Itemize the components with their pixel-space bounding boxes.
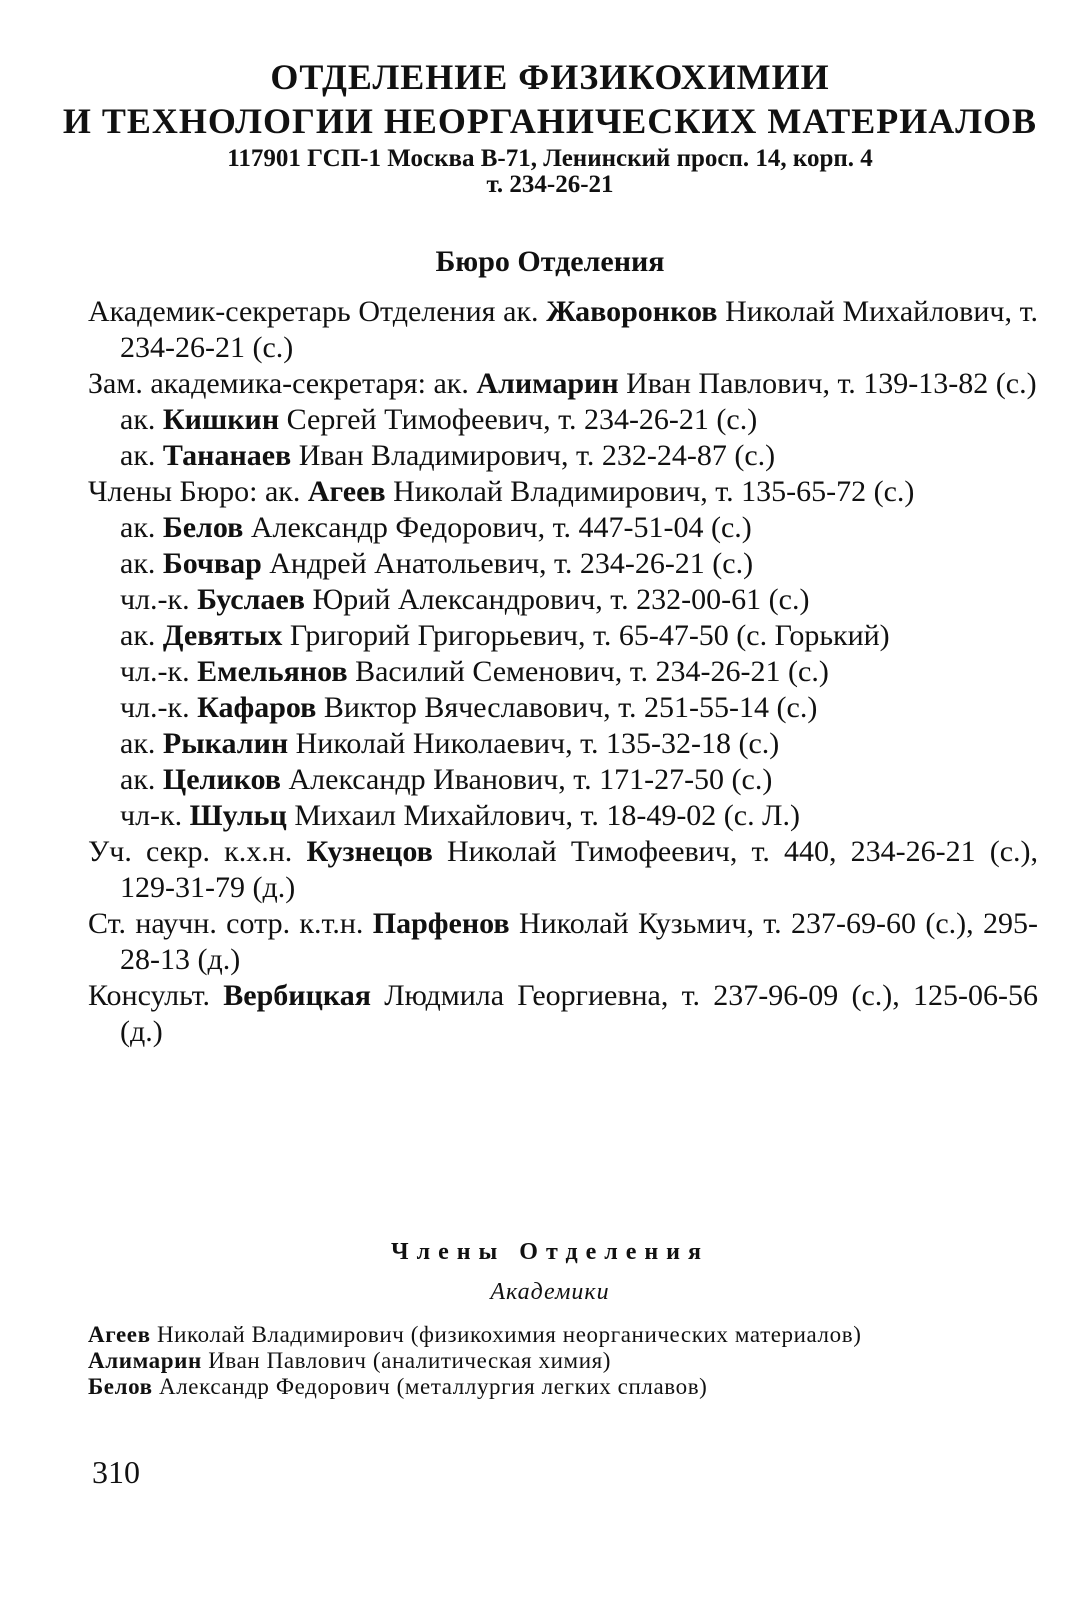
entry-surname: Алимарин [476,367,619,400]
entry-details: Александр Иванович, т. 171-27-50 (с.) [281,763,773,796]
bureau-entry [88,798,1038,834]
entry-role: чл.-к. [120,655,198,688]
entry-details: Юрий Александрович, т. 232-00-61 (с.) [304,583,810,616]
bureau-list [88,294,1038,1050]
bureau-entry [88,294,1038,366]
bureau-entry [88,366,1038,402]
entry-details: Николай Михайлович, т. 234-26-21 (с.) [120,295,1038,364]
entry-surname: Целиков [162,763,282,796]
entry-role: Академик-секретарь Отделения ак. [88,295,547,328]
entry-details: Виктор Вячеславович, т. 251-55-14 (с.) [316,691,818,724]
bureau-entry [88,762,1038,798]
entry-role: чл.-к. [120,691,198,724]
bureau-entry [88,618,1038,654]
entry-role: Зам. академика-секретаря: ак. [88,367,477,400]
bureau-entry [88,474,1038,510]
member-details: Александр Федорович (металлургия легких сплавов) [152,1374,708,1399]
entry-surname: Девятых [162,619,283,652]
entry-details: Николай Николаевич, т. 135-32-18 (с.) [288,727,780,760]
member-details: Николай Владимирович (физикохимия неорганических материалов) [150,1322,862,1347]
bureau-entry [88,582,1038,618]
entry-surname: Белов [162,511,244,544]
entry-details: Иван Владимирович, т. 232-24-87 (с.) [291,439,776,472]
entry-details: Людмила Георгиевна, т. 237-96-09 (с.), 125-06-56 (д.) [120,979,1038,1048]
entry-surname: Жаворонков [546,295,718,328]
member-entry [88,1374,1040,1400]
entry-details: Василий Семенович, т. 234-26-21 (с.) [347,655,829,688]
bureau-entry [88,546,1038,582]
member-details: Иван Павлович (аналитическая химия) [201,1348,612,1373]
bureau-entry [88,402,1038,438]
member-surname: Белов [88,1374,153,1399]
entry-surname: Тананаев [162,439,292,472]
entry-surname: Бочвар [162,547,262,580]
entry-details: Иван Павлович, т. 139-13-82 (с.) [618,367,1037,400]
entry-role: Члены Бюро: ак. [88,475,308,508]
entry-surname: Агеев [307,475,386,508]
entry-details: Николай Владимирович, т. 135-65-72 (с.) [385,475,915,508]
bureau-entry [88,906,1038,978]
entry-role: ак. [120,511,163,544]
department-title-line2: И ТЕХНОЛОГИИ НЕОРГАНИЧЕСКИХ МАТЕРИАЛОВ [62,101,1038,141]
entry-surname: Вербицкая [223,979,371,1012]
bureau-entry [88,438,1038,474]
member-surname: Алимарин [88,1348,202,1373]
entry-role: чл.-к. [120,583,198,616]
entry-surname: Рыкалин [162,727,289,760]
bureau-entry [88,690,1038,726]
entry-role: ак. [120,403,163,436]
entry-role: ак. [120,727,163,760]
entry-surname: Шульц [189,799,287,832]
entry-role: ак. [120,619,163,652]
entry-surname: Кишкин [162,403,280,436]
entry-details: Николай Тимофеевич, т. 440, 234-26-21 (с.), 129-31-79 (д.) [120,835,1038,904]
academicians-list [88,1322,1040,1400]
bureau-entry [88,510,1038,546]
entry-surname: Парфенов [372,907,510,940]
department-title-line1: ОТДЕЛЕНИЕ ФИЗИКОХИМИИ [270,57,830,97]
entry-details: Александр Федорович, т. 447-51-04 (с.) [243,511,752,544]
entry-details: Григорий Григорьевич, т. 65-47-50 (с. Горький) [282,619,890,652]
entry-details: Николай Кузьмич, т. 237-69-60 (с.), 295-28-13 (д.) [120,907,1038,976]
entry-details: Михаил Михайлович, т. 18-49-02 (с. Л.) [286,799,800,832]
entry-role: чл-к. [120,799,190,832]
entry-surname: Емельянов [197,655,348,688]
member-entry [88,1322,1040,1348]
entry-role: Уч. секр. к.х.н. [88,835,307,868]
bureau-entry [88,654,1038,690]
entry-role: ак. [120,547,163,580]
entry-surname: Буслаев [197,583,305,616]
member-entry [88,1348,1040,1374]
academicians-subheading: Академики [490,1279,610,1305]
department-address: 117901 ГСП-1 Москва В-71, Ленинский просп. 14, корп. 4 [227,145,873,172]
entry-details: Андрей Анатольевич, т. 234-26-21 (с.) [261,547,754,580]
member-surname: Агеев [88,1322,151,1347]
entry-surname: Кузнецов [306,835,433,868]
bureau-heading: Бюро Отделения [435,245,665,278]
entry-details: Сергей Тимофеевич, т. 234-26-21 (с.) [279,403,758,436]
entry-role: Консульт. [88,979,224,1012]
members-heading: Члены Отделения [391,1239,709,1265]
entry-surname: Кафаров [197,691,317,724]
bureau-entry [88,834,1038,906]
page-number: 310 [92,1454,140,1490]
entry-role: Ст. научн. сотр. к.т.н. [88,907,373,940]
bureau-entry [88,726,1038,762]
entry-role: ак. [120,763,163,796]
bureau-entry [88,978,1038,1050]
department-phone: т. 234-26-21 [486,171,614,198]
entry-role: ак. [120,439,163,472]
